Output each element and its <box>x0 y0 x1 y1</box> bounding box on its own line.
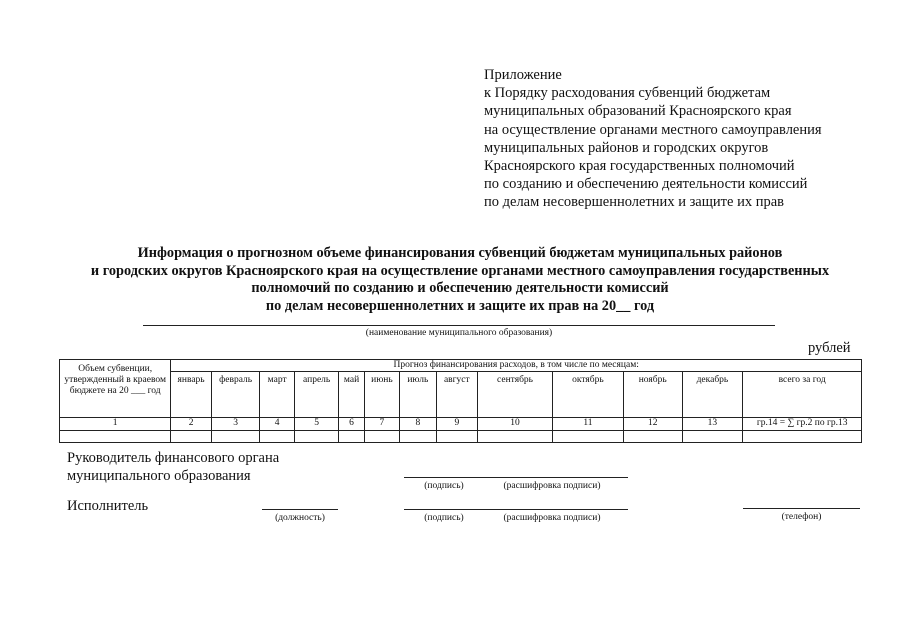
month-header: сентябрь <box>478 371 553 417</box>
data-cell[interactable] <box>260 430 294 442</box>
data-cell[interactable] <box>552 430 623 442</box>
appendix-line: Приложение <box>484 67 562 83</box>
column-number-row <box>60 417 862 430</box>
year-total-header: всего за год <box>743 371 862 417</box>
column-number: 7 <box>364 417 399 430</box>
appendix-note <box>484 66 822 212</box>
title-line: и городских округов Красноярского края на осуществление органами местного самоуправления государственных <box>90 262 830 279</box>
title-line: по делам несовершеннолетних и защите их прав на 20__ год <box>265 297 655 314</box>
decode-caption: (расшифровка подписи) <box>503 481 601 491</box>
month-header: март <box>260 371 294 417</box>
month-header: май <box>339 371 364 417</box>
month-header: февраль <box>211 371 260 417</box>
decode-caption: (расшифровка подписи) <box>503 513 601 523</box>
forecast-header: Прогноз финансирования расходов, в том числе по месяцам: <box>171 360 862 372</box>
executor-label: Исполнитель <box>67 498 149 514</box>
phone-caption: (телефон) <box>781 512 822 522</box>
data-cell[interactable] <box>436 430 478 442</box>
month-header: июль <box>400 371 436 417</box>
months-row <box>60 371 862 417</box>
column-number: 8 <box>400 417 436 430</box>
column-number: гр.14 = ∑ гр.2 по гр.13 <box>743 417 862 430</box>
head-signature-line[interactable] <box>404 477 628 478</box>
column-number: 9 <box>436 417 478 430</box>
month-header: ноябрь <box>623 371 682 417</box>
data-cell[interactable] <box>743 430 862 442</box>
data-cell[interactable] <box>60 430 171 442</box>
data-cell[interactable] <box>478 430 553 442</box>
appendix-line: муниципальных образований Красноярского края <box>484 103 792 120</box>
column-number: 5 <box>294 417 339 430</box>
column-number: 13 <box>682 417 743 430</box>
column-number: 11 <box>552 417 623 430</box>
data-cell[interactable] <box>364 430 399 442</box>
month-header: декабрь <box>682 371 743 417</box>
column-number: 10 <box>478 417 553 430</box>
municipality-caption: (наименование муниципального образования) <box>365 328 553 338</box>
data-cell[interactable] <box>623 430 682 442</box>
data-row <box>60 430 862 442</box>
forecast-table <box>59 359 862 443</box>
position-caption: (должность) <box>275 513 325 523</box>
month-header: август <box>436 371 478 417</box>
appendix-line: на осуществление органами местного самоуправления <box>484 121 822 138</box>
column-number: 2 <box>171 417 211 430</box>
column-number: 4 <box>260 417 294 430</box>
title-line: полномочий по созданию и обеспечению деятельности комиссий <box>251 280 669 296</box>
appendix-line: по делам несовершеннолетних и защите их прав <box>484 194 784 211</box>
subsidy-header: Объем субвенции, утвержденный в краевом бюджете на 20 ___ год <box>60 360 171 418</box>
appendix-line: по созданию и обеспечению деятельности комиссий <box>484 176 808 193</box>
title-line: Информация о прогнозном объеме финансирования субвенций бюджетам муниципальных районов <box>137 245 783 261</box>
data-cell[interactable] <box>682 430 743 442</box>
month-header: январь <box>171 371 211 417</box>
month-header: октябрь <box>552 371 623 417</box>
head-title-line1: Руководитель финансового органа <box>67 450 280 466</box>
signature-caption: (подпись) <box>424 481 464 491</box>
data-cell[interactable] <box>400 430 436 442</box>
data-cell[interactable] <box>211 430 260 442</box>
municipality-name-field[interactable] <box>143 325 775 326</box>
column-number: 6 <box>339 417 364 430</box>
executor-signature-line[interactable] <box>404 509 628 510</box>
position-line[interactable] <box>262 509 338 510</box>
appendix-line: Красноярского края государственных полномочий <box>484 158 795 175</box>
month-header: июнь <box>364 371 399 417</box>
document-title <box>40 245 880 315</box>
head-title-line2: муниципального образования <box>67 468 251 484</box>
table-header-row <box>60 360 862 372</box>
appendix-line: муниципальных районов и городских округов <box>484 139 769 156</box>
data-cell[interactable] <box>339 430 364 442</box>
appendix-line: к Порядку расходования субвенций бюджетам <box>484 85 771 102</box>
column-number: 1 <box>60 417 171 430</box>
column-number: 3 <box>211 417 260 430</box>
phone-line[interactable] <box>743 508 860 509</box>
column-number: 12 <box>623 417 682 430</box>
signature-caption: (подпись) <box>424 513 464 523</box>
data-cell[interactable] <box>171 430 211 442</box>
month-header: апрель <box>294 371 339 417</box>
currency-label: рублей <box>808 340 851 356</box>
data-cell[interactable] <box>294 430 339 442</box>
